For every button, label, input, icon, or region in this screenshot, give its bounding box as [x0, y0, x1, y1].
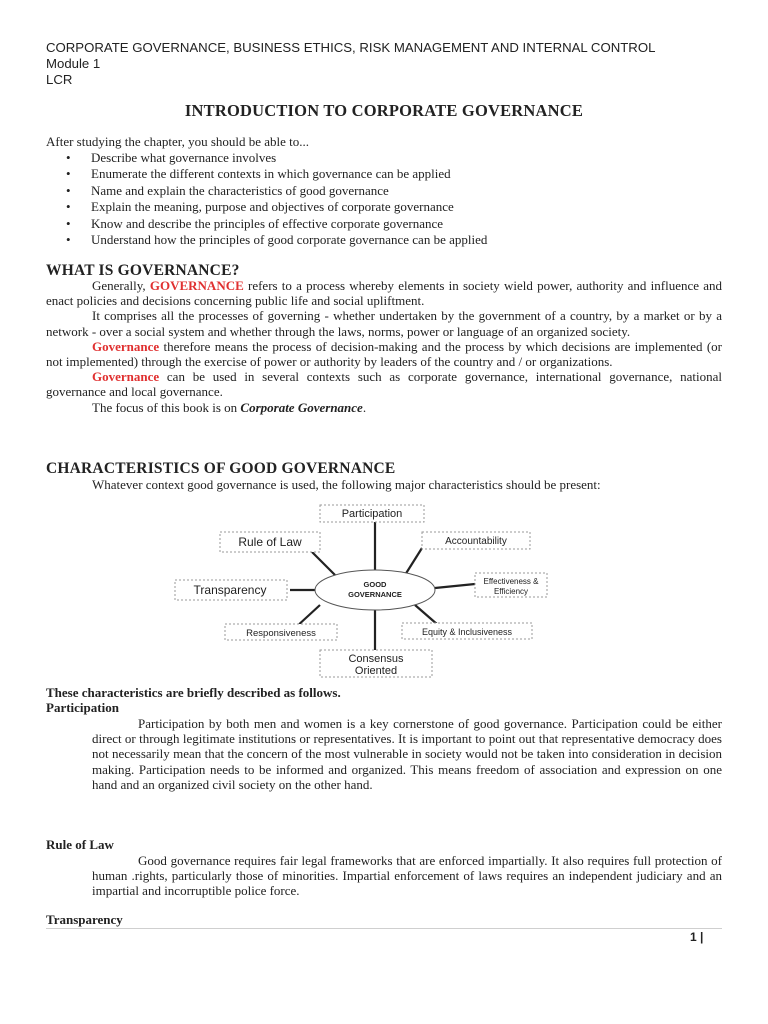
list-item: • Describe what governance involves: [46, 150, 487, 166]
spoke-line: [435, 584, 475, 588]
list-item: • Understand how the principles of good corporate governance can be applied: [46, 232, 487, 248]
spoke-line: [415, 605, 438, 625]
page-number: 1 |: [690, 930, 704, 944]
term-governance: Governance: [92, 338, 160, 354]
spoke-line: [405, 548, 422, 575]
node-accountability: Accountability: [445, 536, 507, 547]
spoke-line: [310, 550, 335, 575]
list-item: • Explain the meaning, purpose and objectives of corporate governance: [46, 199, 487, 215]
section-heading-characteristics: CHARACTERISTICS OF GOOD GOVERNANCE: [46, 460, 396, 477]
header-module: Module 1: [46, 56, 101, 71]
section-heading-what-is-governance: WHAT IS GOVERNANCE?: [46, 262, 240, 279]
footer-divider: [46, 928, 722, 929]
node-effectiveness: Effectiveness &: [483, 577, 539, 586]
page-title: INTRODUCTION TO CORPORATE GOVERNANCE: [184, 101, 584, 120]
diagram-svg: [170, 500, 550, 680]
characteristics-lead: Whatever context good governance is used, the following major characteristics should be present:: [92, 477, 601, 492]
characteristics-intro: These characteristics are briefly described as follows.: [46, 685, 341, 700]
subheading-rule-of-law: Rule of Law: [46, 837, 114, 852]
paragraph: Governance therefore means the process of decision-making and the process by which decisions are implemented (or not implemented) through the exercise of power or authority by leaders of the country and / or organizations.: [46, 338, 722, 370]
subheading-transparency: Transparency: [46, 912, 123, 927]
running-header: [46, 40, 655, 88]
list-item: • Enumerate the different contexts in which governance can be applied: [46, 166, 487, 182]
header-course-title: CORPORATE GOVERNANCE, BUSINESS ETHICS, RISK MANAGEMENT AND INTERNAL CONTROL: [46, 40, 656, 55]
participation-body: Participation by both men and women is a key cornerstone of good governance. Participation could be either direct or through legitimate institutions or representatives. It is important to point out that representative democracy does not necessarily mean that the concern of the most vulnerable in society would not be taken into consideration in decision making. Participation needs to be informed and organized. This means freedom of association and expression on one hand and an organized civil society on the other hand.: [92, 716, 722, 792]
paragraph: Generally, GOVERNANCE refers to a process whereby elements in society wield power, authority and influence and enact policies and decisions concerning public life and social upliftment.: [46, 278, 722, 309]
node-effectiveness: Efficiency: [493, 587, 529, 596]
rule-of-law-body: Good governance requires fair legal frameworks that are enforced impartially. It also requires full protection of human .rights, particularly those of minorities. Impartial enforcement of laws requires an independent judiciary and an impartial and incorruptible police force.: [92, 853, 722, 899]
subheading-participation: Participation: [46, 700, 119, 715]
emphasis-corporate-governance: Corporate Governance: [240, 399, 363, 415]
header-code: LCR: [46, 72, 73, 87]
objectives-list: [46, 150, 487, 248]
what-is-governance-body: [46, 278, 722, 415]
good-governance-diagram: [170, 500, 550, 680]
paragraph: The focus of this book is on Corporate Governance.: [92, 399, 367, 415]
node-rule-of-law: Rule of Law: [238, 535, 302, 549]
node-participation: Participation: [341, 508, 403, 520]
center-label: GOOD: [363, 580, 387, 589]
paragraph: It comprises all the processes of governing - whether undertaken by the government of a country, by a market or by a network - over a social system and whether through the laws, norms, power or language of an organized society.: [46, 308, 722, 339]
intro-text: After studying the chapter, you should be able to...: [46, 134, 310, 149]
node-responsiveness: Responsiveness: [246, 628, 316, 639]
node-equity: Equity & Inclusiveness: [421, 627, 513, 637]
paragraph: Governance can be used in several contexts such as corporate governance, international governance, national governance and local governance.: [46, 369, 722, 400]
node-consensus: Oriented: [354, 665, 398, 677]
term-governance: Governance: [92, 369, 160, 385]
list-item: • Name and explain the characteristics of good governance: [46, 183, 487, 199]
center-label: GOVERNANCE: [348, 590, 402, 599]
node-transparency: Transparency: [193, 583, 267, 597]
node-consensus: Consensus: [348, 653, 404, 665]
term-governance: GOVERNANCE: [149, 278, 244, 293]
list-item: • Know and describe the principles of effective corporate governance: [46, 216, 487, 232]
